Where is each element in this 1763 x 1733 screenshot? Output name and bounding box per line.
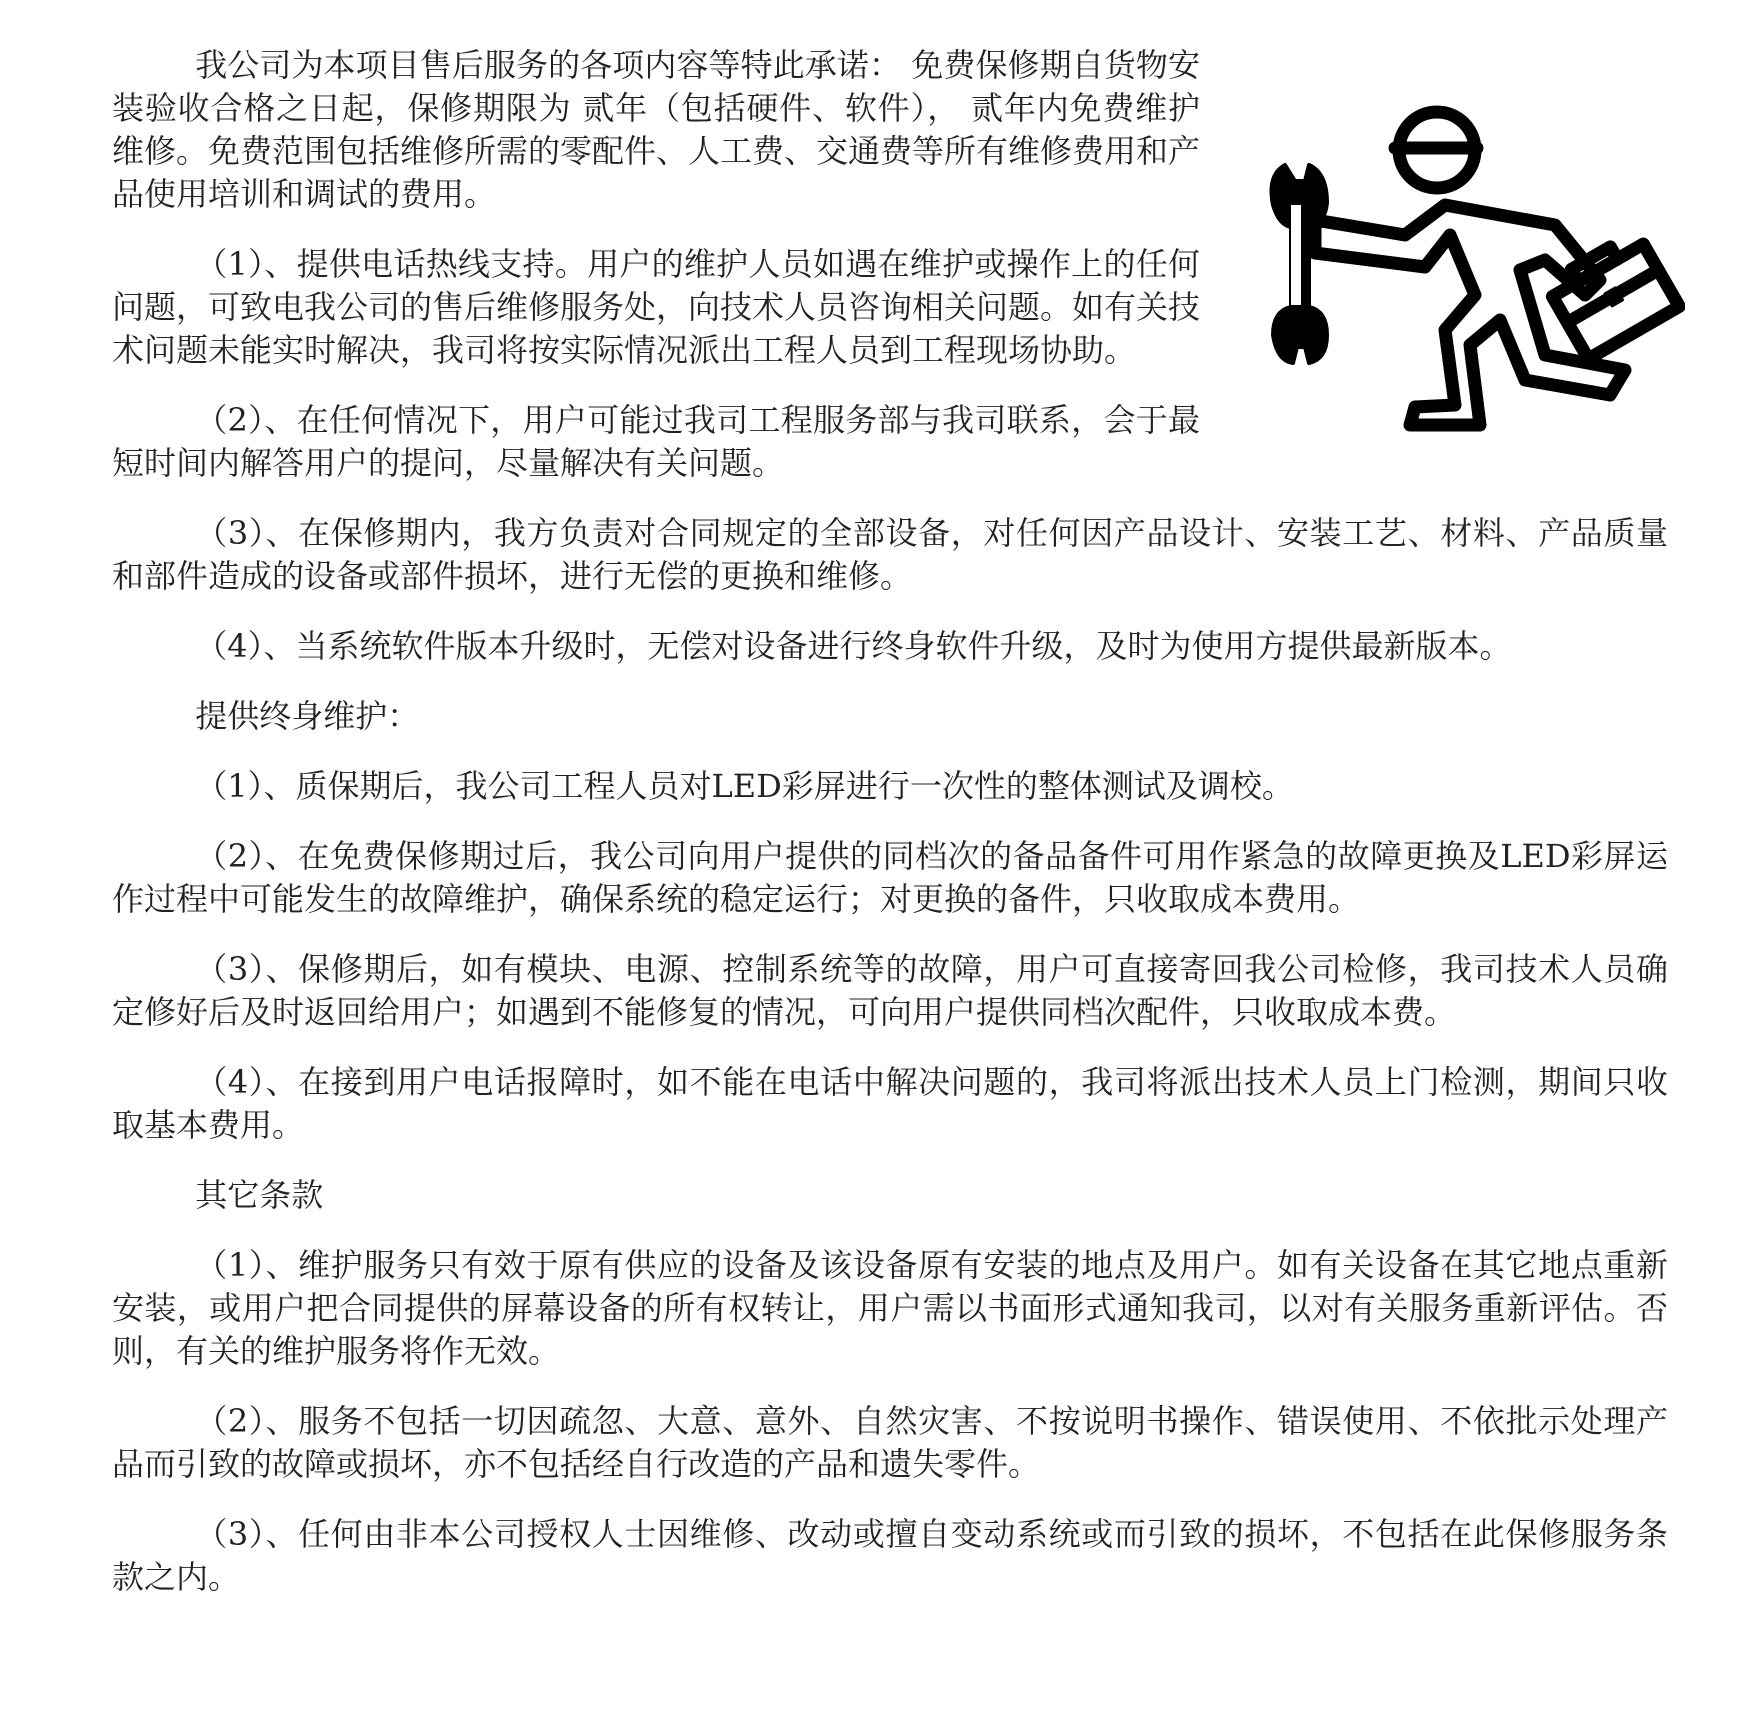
document-body — [112, 44, 1668, 1626]
other-terms-item: （2）、服务不包括一切因疏忽、大意、意外、自然灾害、不按说明书操作、错误使用、不依批示处理产品而引致的故障或损坏，亦不包括经自行改造的产品和遗失零件。 — [112, 1402, 1668, 1483]
hotline-support-paragraph: （1）、提供电话热线支持。用户的维护人员如遇在维护或操作上的任何问题，可致电我公司的售后维修服务处，向技术人员咨询相关问题。如有关技术问题未能实时解决，我司将按实际情况派出工程人员到工程现场协助。 — [112, 245, 1201, 369]
lifetime-item: （4）、在接到用户电话报障时，如不能在电话中解决问题的，我司将派出技术人员上门检测，期间只收取基本费用。 — [112, 1063, 1668, 1144]
replacement-paragraph: （3）、在保修期内，我方负责对合同规定的全部设备，对任何因产品设计、安装工艺、材料、产品质量和部件造成的设备或部件损坏，进行无偿的更换和维修。 — [112, 514, 1668, 595]
other-terms-item: （1）、维护服务只有效于原有供应的设备及该设备原有安装的地点及用户。如有关设备在其它地点重新安装，或用户把合同提供的屏幕设备的所有权转让，用户需以书面形式通知我司，以对有关服务重新评估。否则，有关的维护服务将作无效。 — [112, 1246, 1668, 1370]
contact-paragraph: （2）、在任何情况下，用户可能过我司工程服务部与我司联系，会于最短时间内解答用户的提问，尽量解决有关问题。 — [112, 401, 1200, 482]
other-terms-heading: 其它条款 — [195, 1176, 324, 1214]
lifetime-maintenance-heading: 提供终身维护： — [195, 697, 420, 735]
software-upgrade-paragraph: （4）、当系统软件版本升级时，无偿对设备进行终身软件升级，及时为使用方提供最新版本。 — [195, 627, 1512, 665]
lifetime-item: （2）、在免费保修期过后，我公司向用户提供的同档次的备品备件可用作紧急的故障更换及LED彩屏运作过程中可能发生的故障维护，确保系统的稳定运行；对更换的备件，只收取成本费用。 — [112, 837, 1668, 918]
lifetime-item: （1）、质保期后，我公司工程人员对LED彩屏进行一次性的整体测试及调校。 — [195, 767, 1294, 805]
other-terms-item: （3）、任何由非本公司授权人士因维修、改动或擅自变动系统或而引致的损坏，不包括在此保修服务条款之内。 — [112, 1515, 1668, 1596]
warranty-intro-paragraph: 我公司为本项目售后服务的各项内容等特此承诺： 免费保修期自货物安装验收合格之日起，保修期限为 贰年（包括硬件、软件）， 贰年内免费维护维修。免费范围包括维修所需的零配件、人工费、交通费等所有维修费用和产品使用培训和调试的费用。 — [112, 46, 1201, 213]
lifetime-item: （3）、保修期后，如有模块、电源、控制系统等的故障，用户可直接寄回我公司检修，我司技术人员确定修好后及时返回给用户；如遇到不能修复的情况，可向用户提供同档次配件，只收取成本费。 — [112, 950, 1668, 1031]
